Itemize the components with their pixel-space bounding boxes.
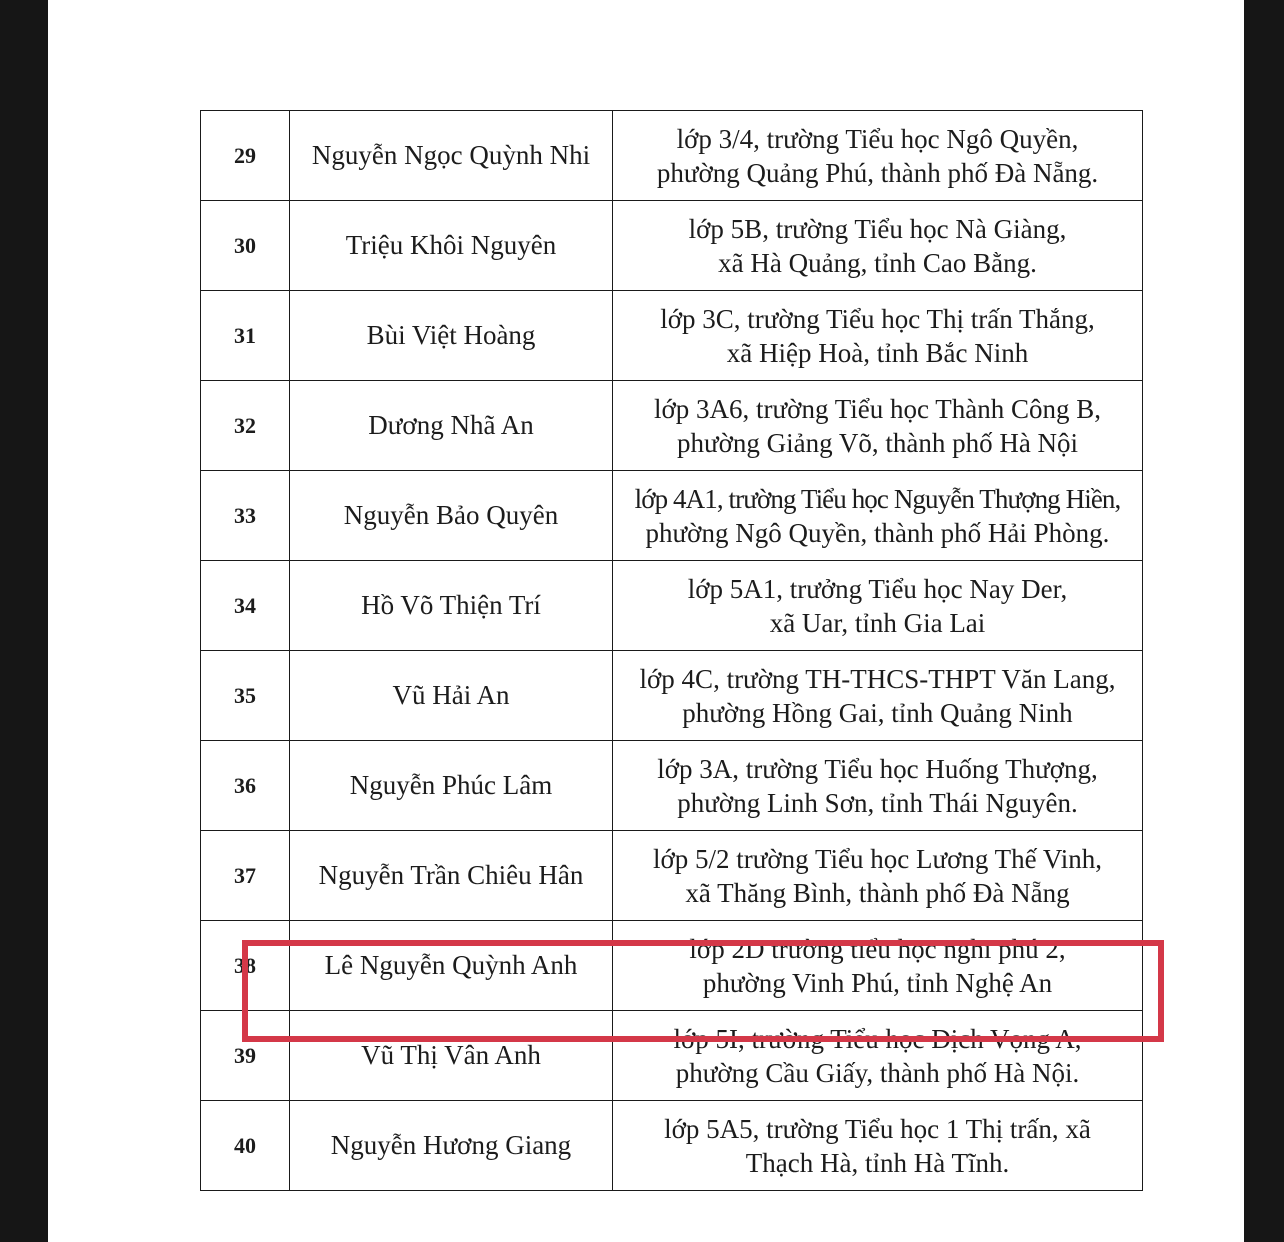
address-line: phường Ngô Quyền, thành phố Hải Phòng.: [645, 517, 1110, 548]
address-line: xã Uar, tỉnh Gia Lai: [769, 607, 986, 638]
address-line: phường Linh Sơn, tỉnh Thái Nguyên.: [677, 787, 1078, 818]
student-name: Nguyễn Bảo Quyên: [290, 471, 613, 561]
school-address: [613, 1101, 1143, 1191]
right-dark-margin: [1244, 0, 1284, 1242]
school-address: [613, 111, 1143, 201]
address-line: xã Hà Quảng, tỉnh Cao Bằng.: [718, 247, 1037, 278]
address-line: lớp 5A5, trường Tiểu học 1 Thị trấn, xã: [664, 1113, 1091, 1144]
row-number: 36: [201, 741, 290, 831]
row-number: 39: [201, 1011, 290, 1101]
table-body: [201, 111, 1143, 1191]
school-address: [613, 741, 1143, 831]
row-number: 30: [201, 201, 290, 291]
left-dark-margin: [0, 0, 48, 1242]
address-line: lớp 2D trường tiểu học nghi phú 2,: [689, 933, 1066, 964]
row-number: 40: [201, 1101, 290, 1191]
table-row: [201, 651, 1143, 741]
row-number: 31: [201, 291, 290, 381]
student-name: Nguyễn Phúc Lâm: [290, 741, 613, 831]
row-number: 32: [201, 381, 290, 471]
address-line: lớp 5B, trường Tiểu học Nà Giàng,: [688, 213, 1067, 244]
row-number: 37: [201, 831, 290, 921]
student-name: Triệu Khôi Nguyên: [290, 201, 613, 291]
address-line: phường Cầu Giấy, thành phố Hà Nội.: [675, 1057, 1080, 1088]
table-row: [201, 201, 1143, 291]
school-address: [613, 1011, 1143, 1101]
address-line: phường Vinh Phú, tỉnh Nghệ An: [702, 967, 1053, 998]
school-address: [613, 921, 1143, 1011]
address-line: lớp 3/4, trường Tiểu học Ngô Quyền,: [676, 123, 1079, 154]
row-number: 35: [201, 651, 290, 741]
table-row: [201, 921, 1143, 1011]
school-address: [613, 291, 1143, 381]
school-address: [613, 201, 1143, 291]
row-number: 34: [201, 561, 290, 651]
address-line: lớp 3C, trường Tiểu học Thị trấn Thắng,: [660, 303, 1095, 334]
school-address: [613, 381, 1143, 471]
address-line: Thạch Hà, tỉnh Hà Tĩnh.: [745, 1147, 1010, 1178]
address-line: lớp 4A1, trường Tiểu học Nguyễn Thượng Hiền,: [634, 483, 1121, 514]
address-line: lớp 3A, trường Tiểu học Huống Thượng,: [657, 753, 1098, 784]
table-row: [201, 291, 1143, 381]
school-address: [613, 651, 1143, 741]
address-line: phường Giảng Võ, thành phố Hà Nội: [676, 427, 1079, 458]
student-name: Vũ Thị Vân Anh: [290, 1011, 613, 1101]
school-address: [613, 471, 1143, 561]
student-name: Nguyễn Ngọc Quỳnh Nhi: [290, 111, 613, 201]
address-line: lớp 5A1, trưởng Tiểu học Nay Der,: [687, 573, 1068, 604]
student-name: Bùi Việt Hoàng: [290, 291, 613, 381]
address-line: xã Hiệp Hoà, tỉnh Bắc Ninh: [726, 337, 1029, 368]
student-name: Hồ Võ Thiện Trí: [290, 561, 613, 651]
student-name: Vũ Hải An: [290, 651, 613, 741]
address-line: lớp 5/2 trường Tiểu học Lương Thế Vinh,: [653, 843, 1102, 874]
student-name: Lê Nguyễn Quỳnh Anh: [290, 921, 613, 1011]
table-row: [201, 111, 1143, 201]
table-row: [201, 471, 1143, 561]
address-line: phường Quảng Phú, thành phố Đà Nẵng.: [656, 157, 1099, 188]
student-name: Nguyễn Trần Chiêu Hân: [290, 831, 613, 921]
row-number: 38: [201, 921, 290, 1011]
address-line: lớp 5I, trường Tiểu học Dịch Vọng A,: [673, 1023, 1082, 1054]
address-line: phường Hồng Gai, tỉnh Quảng Ninh: [682, 697, 1073, 728]
school-address: [613, 831, 1143, 921]
address-line: xã Thăng Bình, thành phố Đà Nẵng: [685, 877, 1070, 908]
row-number: 33: [201, 471, 290, 561]
table-row: [201, 831, 1143, 921]
address-line: lớp 4C, trường TH-THCS-THPT Văn Lang,: [639, 663, 1116, 694]
student-name: Nguyễn Hương Giang: [290, 1101, 613, 1191]
table-row: [201, 1011, 1143, 1101]
school-address: [613, 561, 1143, 651]
table-row: [201, 741, 1143, 831]
table-row: [201, 381, 1143, 471]
table-row: [201, 1101, 1143, 1191]
student-list-table: [200, 110, 1143, 1191]
row-number: 29: [201, 111, 290, 201]
address-line: lớp 3A6, trường Tiểu học Thành Công B,: [654, 393, 1101, 424]
student-name: Dương Nhã An: [290, 381, 613, 471]
table-row: [201, 561, 1143, 651]
